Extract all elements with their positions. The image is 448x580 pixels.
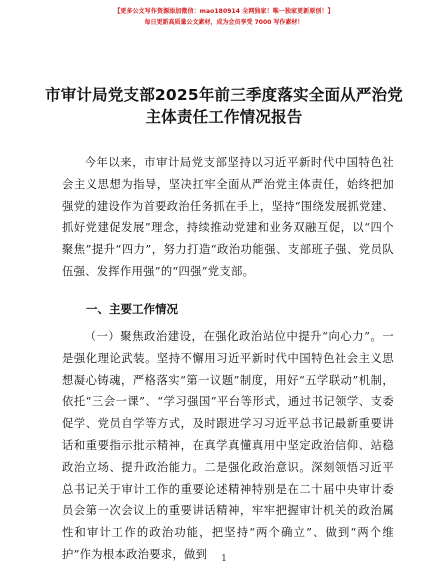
promo-banner-line2: 每日更新高质量公文素材，成为会员享受 7000 写作素材！	[144, 19, 304, 26]
section-paragraph: （一）聚焦政治建设，在强化政治站位中提升“向心力”。一是强化理论武装。坚持不懈用习近平新时代中国特色社会主义思想凝心铸魂，严格落实“第一议题”制度，用好“五学联动”机制，依托“三会一课”、“学习强国”平台等形式，通过书记领学、支委促学、党员自学等方式，及时跟进学习习近平总书记最新重要讲话和重要指示批示精神，在真学真懂真用中坚定政治信仰、站稳政治立场、提升政治能力。二是强化政治意识。深刻领悟习近平总书记关于审计工作的重要论述精神特别是在二十届中央审计委员会第一次会议上的重要讲话精神，牢牢把握审计机关的政治属性和审计工作的政治功能，把坚持“两个确立”、做到“两个维护”作为根本政治要求，做到	[62, 330, 394, 561]
promo-banner-line1: 【更多公文写作资源添加微信：mao180914 全网独家！唯一独家更新原创！】	[114, 8, 334, 15]
intro-paragraph: 今年以来，市审计局党支部坚持以习近平新时代中国特色社会主义思想为指导，坚决扛牢全面从严治党主体责任，始终把加强党的建设作为首要政治任务抓在手上，坚持“围绕发展抓党建、抓好党建促发展”理念，持续推动党建和业务双融互促，以“四个聚焦”提升“四力”，努力打造“政治功能强、支部班子强、党员队伍强、发挥作用强”的“四强”党支部。	[62, 156, 394, 278]
section-body-block	[62, 326, 394, 566]
promo-banner	[0, 7, 448, 28]
document-title: 市审计局党支部2025年前三季度落实全面从严治党主体责任工作情况报告	[45, 86, 403, 126]
intro-paragraph-block	[62, 152, 394, 283]
section-heading: 一、主要工作情况	[86, 302, 178, 316]
page-number: 1	[221, 554, 227, 564]
